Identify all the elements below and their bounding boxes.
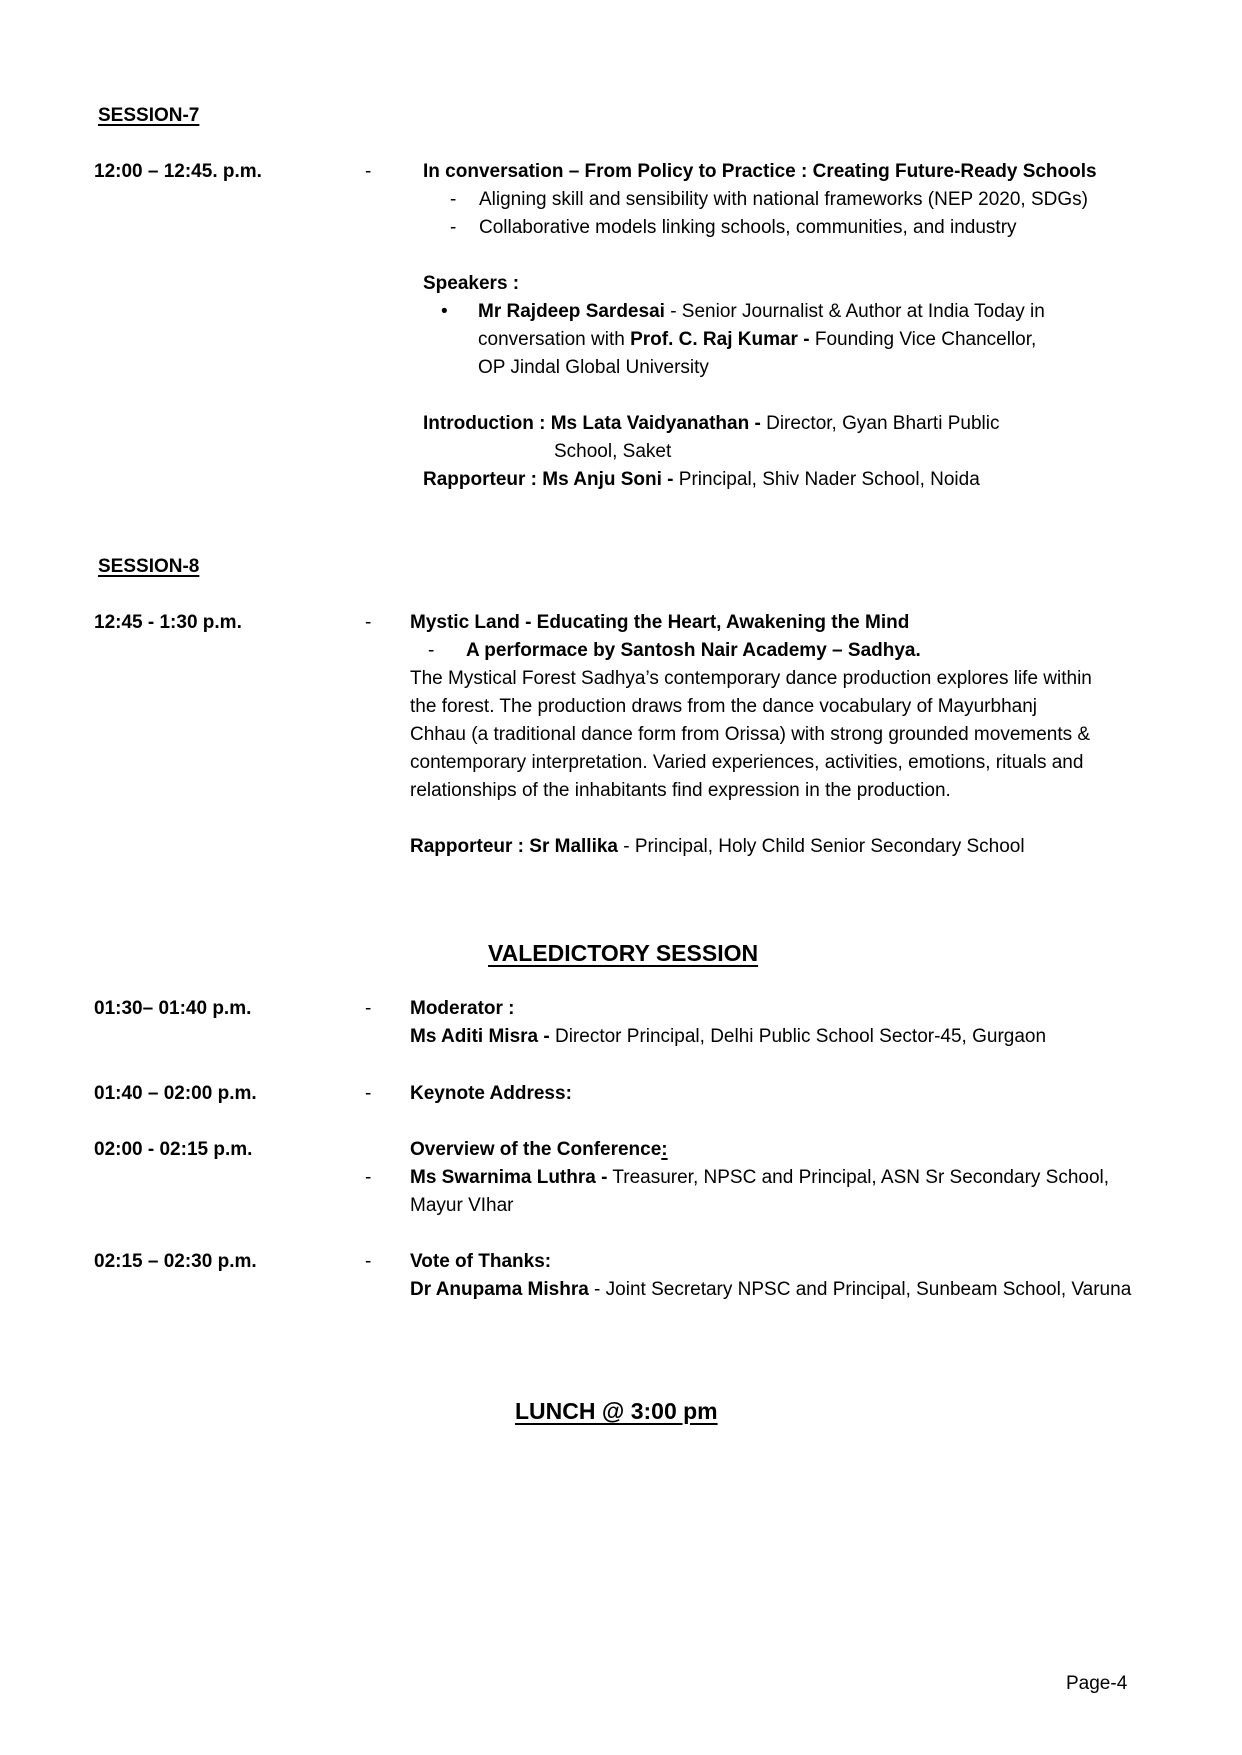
- vote-of-thanks: [410, 1276, 1131, 1304]
- keynote-label: Keynote Address:: [410, 1083, 572, 1104]
- page-number: Page-4: [1066, 1673, 1128, 1694]
- session-7-title: In conversation – From Policy to Practice : Creating Future-Ready Schools: [423, 161, 1097, 182]
- valedictory-time: 01:40 – 02:00 p.m.: [94, 1083, 257, 1104]
- session-8-title: Mystic Land - Educating the Heart, Awakening the Mind: [410, 612, 910, 633]
- session-8-dash: -: [365, 612, 372, 633]
- description-line: relationships of the inhabitants find expression in the production.: [410, 780, 951, 801]
- introduction: [423, 410, 999, 438]
- valedictory-time: 02:15 – 02:30 p.m.: [94, 1251, 257, 1272]
- valedictory-time: 02:00 - 02:15 p.m.: [94, 1139, 253, 1160]
- session-7-dash: -: [365, 161, 372, 182]
- vote-of-thanks-name: Dr Anupama Mishra: [410, 1279, 589, 1300]
- vote-of-thanks-label: Vote of Thanks:: [410, 1251, 552, 1272]
- session-7-point-1: Aligning skill and sensibility with national frameworks (NEP 2020, SDGs): [479, 189, 1088, 210]
- introduction-role: Director, Gyan Bharti Public: [760, 413, 1000, 434]
- speaker-1: [478, 298, 1045, 326]
- vote-of-thanks-role: - Joint Secretary NPSC and Principal, Sunbeam School, Varuna: [588, 1279, 1132, 1300]
- session-7-heading: SESSION-7: [98, 105, 200, 126]
- rapporteur-role: - Principal, Holy Child Senior Secondary School: [618, 836, 1025, 857]
- lunch-heading: LUNCH @ 3:00 pm: [515, 1398, 718, 1424]
- valedictory-dash: -: [365, 998, 372, 1019]
- session-7-time: 12:00 – 12:45. p.m.: [94, 161, 262, 182]
- valedictory-heading: VALEDICTORY SESSION: [488, 940, 759, 966]
- speaker-1-name: Mr Rajdeep Sardesai: [478, 301, 665, 322]
- session-8-heading: SESSION-8: [98, 556, 200, 577]
- moderator-role: Director Principal, Delhi Public School Sector-45, Gurgaon: [549, 1026, 1047, 1047]
- overview-speaker-name: Ms Swarnima Luthra -: [410, 1167, 608, 1188]
- session-8-subtitle: A performace by Santosh Nair Academy – Sadhya.: [466, 640, 921, 661]
- speaker-2-name: Prof. C. Raj Kumar -: [630, 329, 810, 350]
- description-line: contemporary interpretation. Varied experiences, activities, emotions, rituals and: [410, 752, 1084, 773]
- overview-label: Overview of the Conference: [410, 1139, 662, 1160]
- moderator-name: Ms Aditi Misra -: [410, 1026, 550, 1047]
- session-7-rapporteur: [423, 466, 980, 494]
- speaker-2-affiliation: OP Jindal Global University: [478, 357, 709, 378]
- introduction-role-cont: School, Saket: [554, 441, 672, 462]
- speaker-2-role: Founding Vice Chancellor,: [809, 329, 1037, 350]
- rapporteur-label: Rapporteur : Sr Mallika: [410, 836, 618, 857]
- overview-speaker-role-cont: Mayur VIhar: [410, 1195, 514, 1216]
- overview-speaker: [410, 1164, 1109, 1192]
- valedictory-dash: -: [365, 1083, 372, 1104]
- moderator-label: Moderator :: [410, 998, 515, 1019]
- description-line: Chhau (a traditional dance form from Orissa) with strong grounded movements &: [410, 724, 1091, 745]
- valedictory-time: 01:30– 01:40 p.m.: [94, 998, 252, 1019]
- introduction-label: Introduction : Ms Lata Vaidyanathan -: [423, 413, 761, 434]
- sub-dash: -: [428, 640, 435, 661]
- session-8-rapporteur: [410, 833, 1025, 861]
- speaker-2-prefix: conversation with: [478, 329, 631, 350]
- speaker-1-role: - Senior Journalist & Author at India Today in: [664, 301, 1045, 322]
- overview-speaker-role: Treasurer, NPSC and Principal, ASN Sr Secondary School,: [607, 1167, 1110, 1188]
- session-8-time: 12:45 - 1:30 p.m.: [94, 612, 242, 633]
- rapporteur-label: Rapporteur : Ms Anju Soni -: [423, 469, 674, 490]
- description-line: The Mystical Forest Sadhya’s contemporary dance production explores life within: [410, 668, 1092, 689]
- bullet-icon: •: [441, 301, 448, 322]
- overview-colon: :: [661, 1139, 668, 1160]
- valedictory-dash: -: [365, 1167, 372, 1188]
- point-dash: -: [450, 189, 457, 210]
- description-line: the forest. The production draws from the dance vocabulary of Mayurbhanj: [410, 696, 1037, 717]
- valedictory-dash: -: [365, 1251, 372, 1272]
- moderator: [410, 1023, 1046, 1051]
- session-7-point-2: Collaborative models linking schools, communities, and industry: [479, 217, 1017, 238]
- overview: [410, 1136, 668, 1164]
- speaker-2: [478, 326, 1036, 354]
- point-dash: -: [450, 217, 457, 238]
- rapporteur-role: Principal, Shiv Nader School, Noida: [673, 469, 980, 490]
- speakers-label: Speakers :: [423, 273, 520, 294]
